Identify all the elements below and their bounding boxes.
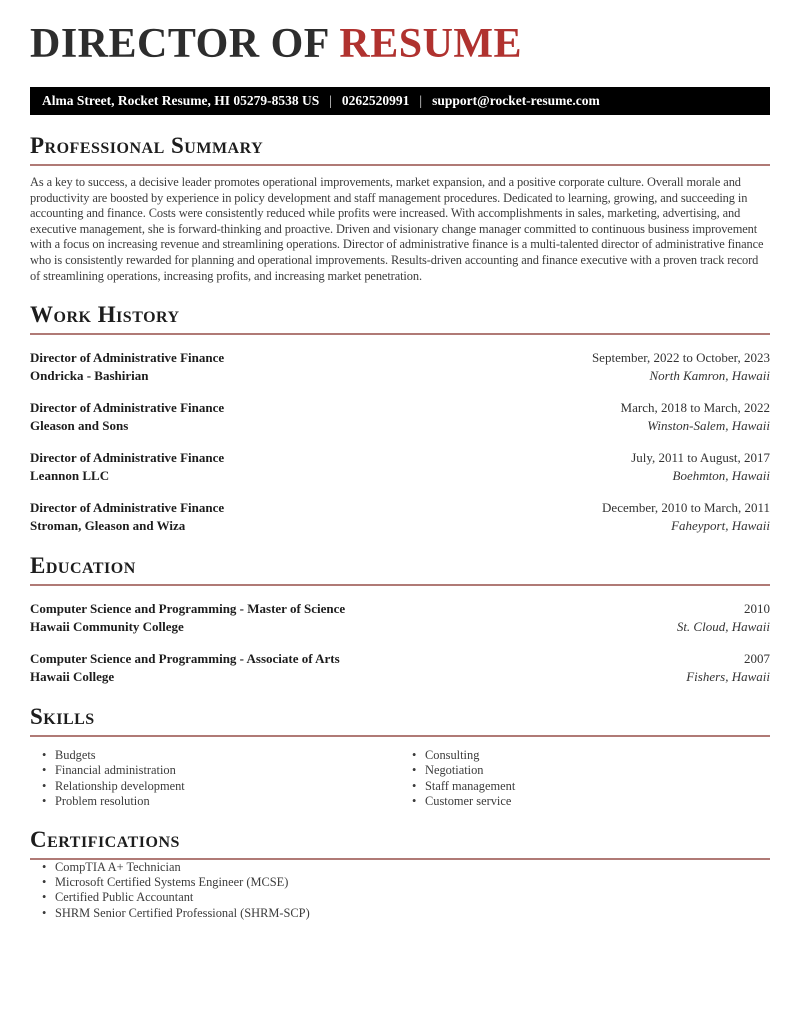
job-company: Leannon LLC: [30, 468, 110, 484]
job-row: [30, 417, 770, 435]
contact-email: support@rocket-resume.com: [432, 93, 600, 108]
job-company: Stroman, Gleason and Wiza: [30, 518, 186, 534]
education-year: 2007: [744, 651, 770, 667]
education-entry: [30, 600, 770, 636]
title-accent: RESUME: [339, 21, 523, 67]
section-certifications: [30, 827, 770, 921]
contact-address: Alma Street, Rocket Resume, HI 05279-8538 US: [42, 93, 320, 108]
job-location: Winston-Salem, Hawaii: [647, 418, 770, 434]
section-skills: [30, 704, 770, 809]
contact-phone: 0262520991: [341, 93, 410, 108]
certification-item: • CompTIA A+ Technician: [30, 860, 770, 875]
education-entry: [30, 650, 770, 686]
skill-item: • Problem resolution: [30, 794, 400, 809]
skill-item: • Financial administration: [30, 763, 400, 778]
job-row: [30, 449, 770, 467]
job-company: Gleason and Sons: [30, 418, 129, 434]
certification-item: • Certified Public Accountant: [30, 890, 770, 905]
section-rule: [30, 333, 770, 335]
job-title: Director of Administrative Finance: [30, 450, 225, 466]
section-work-history: [30, 302, 770, 535]
professional-summary-heading: Professional Summary: [30, 133, 264, 158]
skills-column-right: [400, 748, 770, 809]
certifications-list: [30, 860, 770, 921]
education-location: St. Cloud, Hawaii: [676, 619, 770, 635]
job-title: Director of Administrative Finance: [30, 350, 225, 366]
job-dates: July, 2011 to August, 2017: [631, 450, 770, 466]
job-dates: December, 2010 to March, 2011: [602, 500, 770, 516]
skill-item: • Customer service: [400, 794, 770, 809]
job-company: Ondricka - Bashirian: [30, 368, 149, 384]
title-primary: DIRECTOR OF: [30, 21, 329, 67]
education-school: Hawaii Community College: [30, 619, 184, 635]
page-title: [30, 20, 770, 68]
certification-item: • SHRM Senior Certified Professional (SHRM-SCP): [30, 906, 770, 921]
job-location: Boehmton, Hawaii: [672, 468, 770, 484]
certifications-heading: Certifications: [30, 826, 180, 852]
job-row: [30, 349, 770, 367]
section-professional-summary: [30, 133, 770, 284]
skill-item: • Negotiation: [400, 763, 770, 778]
education-location: Fishers, Hawaii: [686, 669, 770, 685]
job-row: [30, 467, 770, 485]
job-row: [30, 499, 770, 517]
skill-item: • Staff management: [400, 779, 770, 794]
job-entry: [30, 399, 770, 435]
job-title: Director of Administrative Finance: [30, 500, 225, 516]
skills-columns: [30, 748, 770, 809]
job-dates: March, 2018 to March, 2022: [620, 400, 770, 416]
education-year: 2010: [744, 601, 770, 617]
job-dates: September, 2022 to October, 2023: [591, 350, 770, 366]
summary-text: As a key to success, a decisive leader promotes operational improvements, market expansion, and a positive corporate culture. Overall morale and productivity are boosted by experience in policy development and staff management procedures. Dedicated to learning, growing, and succeeding in accounting and finance. Costs were consistently reduced while profits were increased. With accomplishments in sales, marketing, advertising, and executive management, she is forward-thinking and proactive. Driven and visionary change manager committed to continuous business improvement with a focus on increasing revenue and streamlining operations. Director of administrative finance is a multi-talented director of administrative finance who is consistently rewarded for planning and operational improvements. Results-driven accounting and finance executive with a proven track record of streamlining operations, increasing profits, and increasing market penetration.: [30, 175, 764, 283]
education-degree: Computer Science and Programming - Associate of Arts: [30, 651, 340, 667]
work-history-heading: Work History: [30, 302, 180, 328]
section-rule: [30, 584, 770, 586]
skill-item: • Consulting: [400, 748, 770, 763]
section-rule: [30, 735, 770, 737]
section-education: [30, 553, 770, 686]
skills-column-left: [30, 748, 400, 809]
job-row: [30, 517, 770, 535]
education-row: [30, 618, 770, 636]
job-entry: [30, 349, 770, 385]
education-heading: Education: [30, 553, 136, 579]
job-entry: [30, 499, 770, 535]
contact-separator: |: [419, 93, 423, 108]
education-row: [30, 600, 770, 618]
section-rule: [30, 164, 770, 166]
job-location: Faheyport, Hawaii: [671, 518, 770, 534]
job-entry: [30, 449, 770, 485]
job-row: [30, 399, 770, 417]
header: [30, 20, 770, 115]
job-row: [30, 367, 770, 385]
education-row: [30, 668, 770, 686]
job-title: Director of Administrative Finance: [30, 400, 225, 416]
contact-bar: [30, 87, 770, 115]
skill-item: • Relationship development: [30, 779, 400, 794]
skill-item: • Budgets: [30, 748, 400, 763]
education-school: Hawaii College: [30, 669, 115, 685]
contact-separator: |: [329, 93, 332, 108]
job-location: North Kamron, Hawaii: [649, 368, 770, 384]
skills-heading: Skills: [30, 704, 95, 730]
education-row: [30, 650, 770, 668]
certification-item: • Microsoft Certified Systems Engineer (MCSE): [30, 875, 770, 890]
education-degree: Computer Science and Programming - Master of Science: [30, 601, 346, 617]
